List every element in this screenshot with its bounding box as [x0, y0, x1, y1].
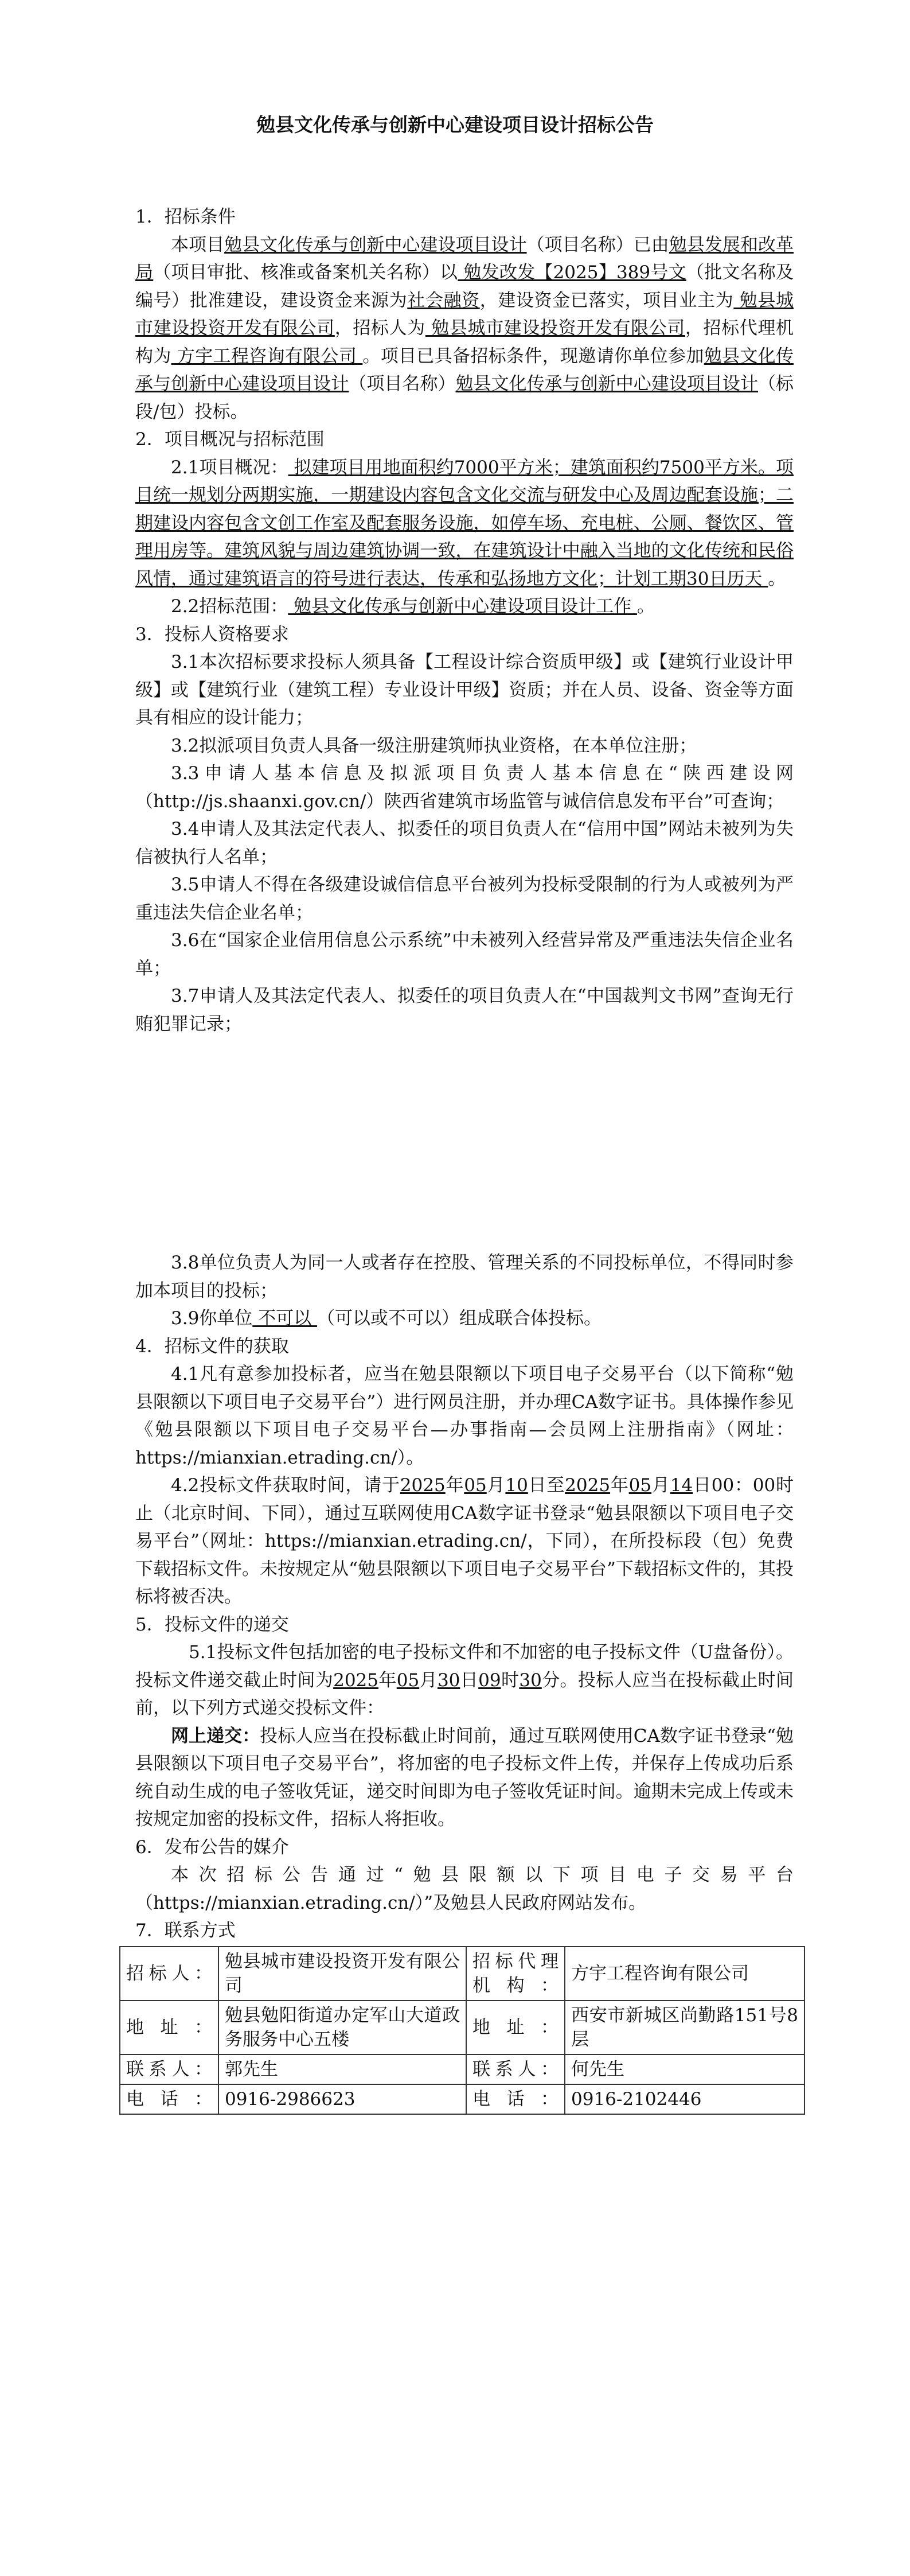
section-3-3-paragraph: 3.3申请人基本信息及拟派项目负责人基本信息在“陕西建设网（http://js.shaanxi.gov.cn/）陕西省建筑市场监管与诚信信息发布平台”可查询； — [135, 763, 794, 812]
contact-table — [119, 1946, 805, 2115]
text: 。 — [637, 596, 655, 617]
section-2-1-paragraph — [135, 454, 794, 593]
address-label-2: 地址： — [466, 2001, 565, 2054]
project-overview: 拟建项目用地面积约7000平方米；建筑面积约7500平方米。项目统一规划分两期实施，一期建设内容包含文化交流与研发中心及周边配套设施；二期建设内容包含文创工作室及配套服务设施，如停车场、充电桩、公厕、餐饮区、管理用房等。建筑风貌与周边建筑协调一致，在建筑设计中融入当地的文化传统和民俗风情，通过建筑语言的符号进行表达，传承和弘扬地方文化；计划工期30日历天 — [135, 457, 794, 589]
phone-label-2: 电话： — [466, 2084, 565, 2114]
agency-label: 招标代理机构： — [466, 1947, 565, 2001]
address-label: 地址： — [120, 2001, 218, 2054]
text: 5.1投标文件包括加密的电子投标文件和不加密的电子投标文件（U盘备份）。投标文件递交截止时间为 — [135, 1642, 794, 1691]
section-4-1-paragraph: 4.1凡有意参加投标者，应当在勉县限额以下项目电子交易平台（以下简称“勉县限额以下项目电子交易平台”）进行网员注册，并办理CA数字证书。具体操作参见《勉县限额以下项目电子交易平台—办事指南—会员网上注册指南》（网址：https://mianxian.etrading.cn/）。 — [135, 1364, 794, 1468]
start-day: 10 — [505, 1475, 528, 1496]
tender-scope: 勉县文化传承与创新中心建设项目设计工作 — [288, 596, 638, 617]
section-4-2-paragraph — [135, 1472, 794, 1611]
deadline-hour: 09 — [478, 1670, 501, 1691]
blank-space — [135, 1038, 794, 1249]
approver-name: 勉县发展和改革局 — [135, 234, 794, 283]
section-2-2-paragraph — [135, 593, 794, 621]
text: 投标人应当在投标截止时间前，通过互联网使用CA数字证书登录“勉县限额以下项目电子交易平台”，将加密的电子投标文件上传，并保存上传成功后系统自动生成的电子签收凭证，递交时间即为电子签收凭证时间。逾期未完成上传或未按规定加密的投标文件，招标人将拒收。 — [135, 1725, 794, 1830]
text: （项目名称）已由 — [526, 234, 669, 255]
section-3-5-paragraph: 3.5申请人不得在各级建设诚信信息平台被列为投标受限制的行为人或被列为严重违法失信企业名单； — [135, 874, 794, 923]
text: 日00：00时止（北京时间、下同），通过互联网使用CA数字证书登录“勉县限额以下项目电子交易平台”（网址：https://mianxian.etrading.cn/，下同），在所投标段（包）免费下载招标文件。未按规定从“勉县限额以下项目电子交易平台”下载招标文件的，其投标将被否决。 — [135, 1475, 794, 1607]
start-month: 05 — [464, 1475, 487, 1496]
section-6-paragraph: 本次招标公告通过“勉县限额以下项目电子交易平台（https://mianxian.etrading.cn/）”及勉县人民政府网站发布。 — [135, 1865, 794, 1913]
text: 2.2招标范围： — [171, 596, 288, 617]
project-owner: 勉县城市建设投资开发有限公司 — [135, 290, 794, 338]
text: 3.9你单位 — [171, 1308, 253, 1329]
text: （项目名称） — [349, 373, 456, 394]
tenderer-label: 招标人： — [120, 1947, 218, 2001]
table-row — [120, 1947, 804, 2001]
tenderer-value: 勉县城市建设投资开发有限公司 — [218, 1947, 466, 2001]
start-year: 2025 — [400, 1475, 446, 1496]
section-3-heading: 3．投标人资格要求 — [135, 624, 289, 645]
text: 。 — [768, 568, 786, 589]
section-name: 勉县文化传承与创新中心建设项目设计 — [455, 373, 758, 394]
table-row — [120, 2054, 804, 2084]
text: 本项目 — [171, 234, 225, 255]
deadline-year: 2025 — [333, 1670, 378, 1691]
tenderer-address: 勉县勉阳街道办定军山大道政务服务中心五楼 — [218, 2001, 466, 2054]
section-3-2-paragraph: 3.2拟派项目负责人具备一级注册建筑师执业资格，在本单位注册； — [171, 735, 697, 756]
section-3-1-paragraph: 3.1本次招标要求投标人须具备【工程设计综合资质甲级】或【建筑行业设计甲级】或【建筑行业（建筑工程）专业设计甲级】资质；并在人员、设备、资金等方面具有相应的设计能力； — [135, 652, 794, 728]
section-3-4-paragraph: 3.4申请人及其法定代表人、拟委任的项目负责人在“信用中国”网站未被列为失信被执行人名单； — [135, 819, 794, 867]
deadline-minute: 30 — [519, 1670, 542, 1691]
text: 月 — [486, 1475, 506, 1496]
section-3-7-paragraph: 3.7申请人及其法定代表人、拟委任的项目负责人在“中国裁判文书网”查询无行贿犯罪记录； — [135, 986, 794, 1034]
fund-source: 社会融资 — [407, 290, 480, 311]
project-name: 勉县文化传承与创新中心建设项目设计 — [224, 234, 527, 255]
text: 年 — [445, 1475, 464, 1496]
text: （项目审批、核准或备案机关名称）以 — [153, 262, 458, 283]
section-5-online-paragraph — [135, 1722, 794, 1834]
text: 月 — [651, 1475, 670, 1496]
section-1-heading: 1．招标条件 — [135, 207, 236, 227]
contact-label: 联系人： — [120, 2054, 218, 2084]
agency-phone: 0916-2102446 — [565, 2084, 804, 2114]
deadline-day: 30 — [437, 1670, 460, 1691]
text: 月 — [419, 1670, 438, 1691]
text: 年 — [610, 1475, 629, 1496]
section-6-heading: 6．发布公告的媒介 — [135, 1836, 289, 1858]
document-body — [126, 203, 798, 2115]
end-year: 2025 — [565, 1475, 611, 1496]
tenderer-phone: 0916-2986623 — [218, 2084, 466, 2114]
text: 日至 — [528, 1475, 565, 1496]
approval-doc-number: 勉发改发【2025】389号文 — [458, 262, 686, 283]
end-day: 14 — [670, 1475, 693, 1496]
text: 时 — [501, 1670, 520, 1691]
project-name-2: 勉县文化传承与创新中心建设项目设计 — [135, 345, 794, 394]
section-7-heading: 7．联系方式 — [135, 1920, 236, 1941]
tenderer-name: 勉县城市建设投资开发有限公司 — [425, 318, 685, 338]
text: 。项目已具备招标条件，现邀请你单位参加 — [362, 345, 704, 367]
table-row — [120, 2001, 804, 2054]
section-4-heading: 4．招标文件的获取 — [135, 1336, 289, 1357]
section-5-1-paragraph — [135, 1639, 794, 1722]
text: （批文名称及编号）批准建设，建设资金来源为 — [135, 262, 794, 311]
section-3-8-paragraph: 3.8单位负责人为同一人或者存在控股、管理关系的不同投标单位，不得同时参加本项目的投标； — [135, 1252, 794, 1301]
agency-contact: 何先生 — [565, 2054, 804, 2084]
tenderer-contact: 郭先生 — [218, 2054, 466, 2084]
text: ，招标人为 — [334, 318, 425, 338]
text: 2.1项目概况： — [171, 457, 288, 478]
section-1-paragraph — [135, 231, 794, 426]
text: ，建设资金已落实，项目业主为 — [479, 290, 734, 311]
text: ，招标代理机构为 — [135, 318, 794, 367]
end-month: 05 — [628, 1475, 652, 1496]
text: （标段/包）投标。 — [135, 373, 794, 422]
section-3-6-paragraph: 3.6在“国家企业信用信息公示系统”中未被列入经营异常及严重违法失信企业名单； — [135, 930, 794, 979]
consortium-allowed: 不可以 — [252, 1308, 318, 1329]
agency-value: 方宇工程咨询有限公司 — [565, 1947, 804, 2001]
section-5-heading: 5．投标文件的递交 — [135, 1614, 289, 1635]
text: 日 — [460, 1670, 479, 1691]
section-3-9-paragraph — [135, 1305, 794, 1333]
agency-name: 方宇工程咨询有限公司 — [171, 345, 363, 367]
phone-label: 电话： — [120, 2084, 218, 2114]
agency-address: 西安市新城区尚勤路151号8层 — [565, 2001, 804, 2054]
text: 4.2投标文件获取时间，请于 — [171, 1475, 400, 1496]
section-2-heading: 2．项目概况与招标范围 — [135, 429, 325, 450]
text: 年 — [378, 1670, 397, 1691]
text: 分。投标人应当在投标截止时间前，以下列方式递交投标文件： — [135, 1670, 794, 1718]
table-row — [120, 2084, 804, 2114]
page-title: 勉县文化传承与创新中心建设项目设计招标公告 — [256, 114, 654, 136]
deadline-month: 05 — [396, 1670, 420, 1691]
text: （可以或不可以）组成联合体投标。 — [317, 1308, 602, 1329]
contact-label-2: 联系人： — [466, 2054, 565, 2084]
online-submission-label: 网上递交： — [171, 1725, 260, 1746]
